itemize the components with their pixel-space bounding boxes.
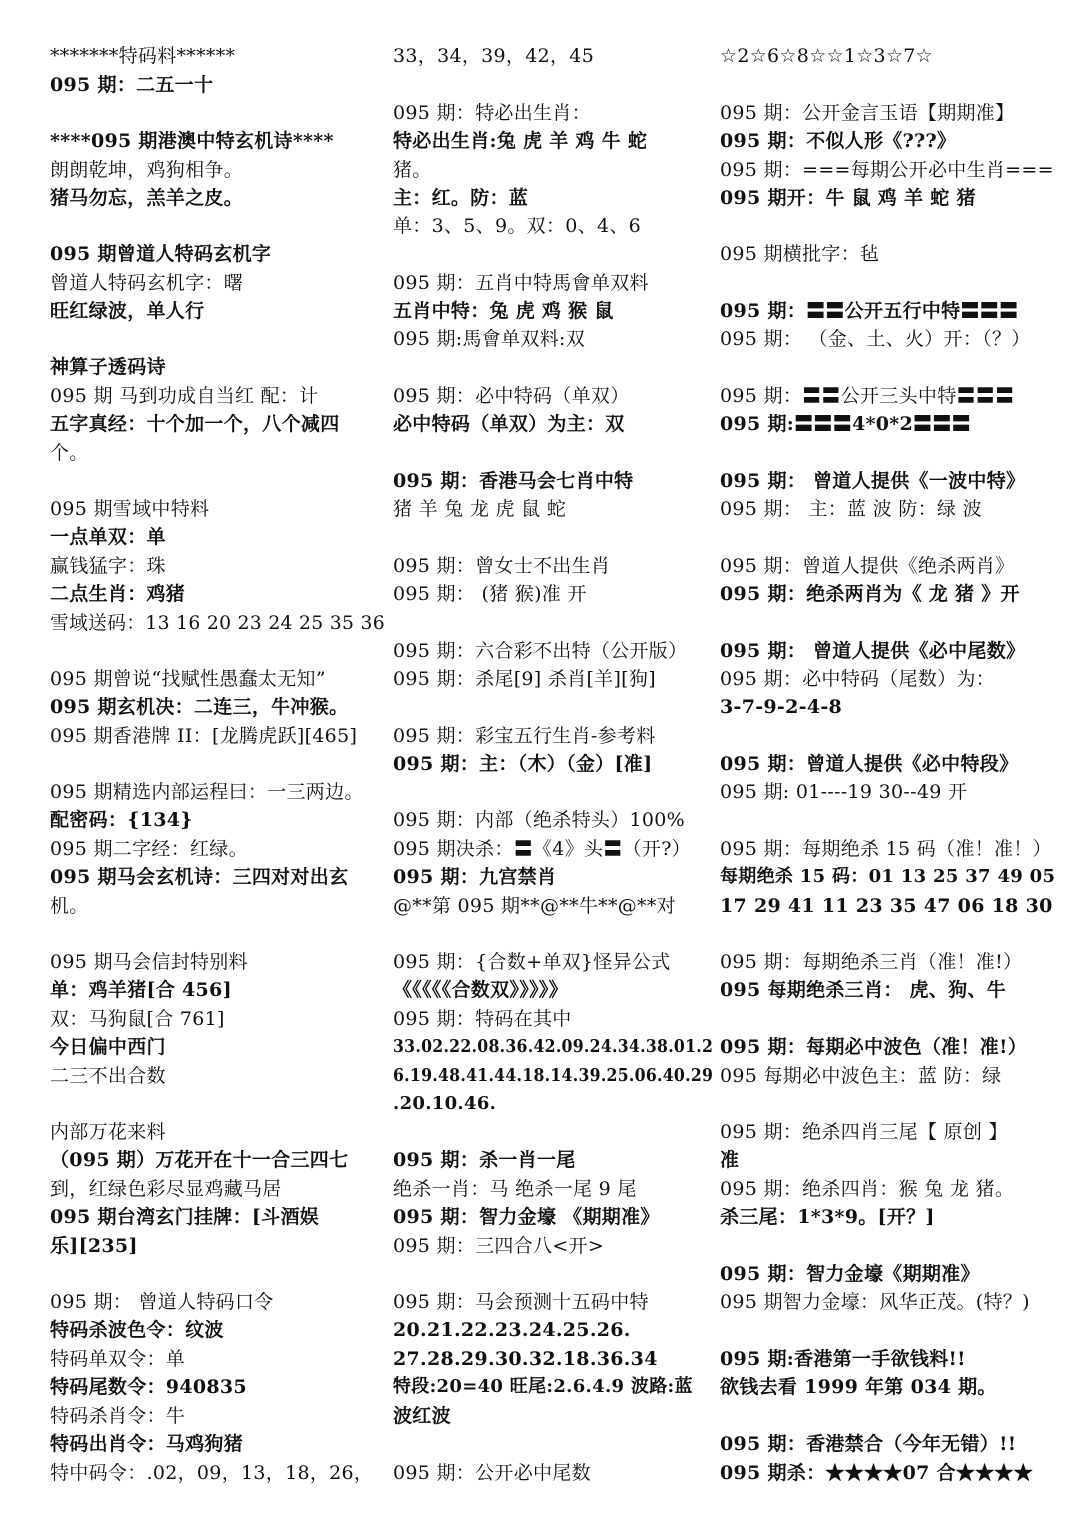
text-line: 二点生肖：鸡猪: [50, 583, 186, 605]
text-line: 095 期：曾道人提供《必中特段》: [720, 753, 1019, 775]
text-line: 二三不出合数: [50, 1065, 166, 1087]
text-line: 095 期：智力金壕《期期准》: [720, 1263, 980, 1285]
text-line: 095 期马会玄机诗：三四对对出玄: [50, 866, 349, 888]
text-line: ****095 期港澳中特玄机诗****: [50, 130, 334, 152]
text-line: 一点单双：单: [50, 526, 166, 548]
text-line: 095 期:馬會单双料:双: [393, 328, 586, 350]
text-line: 095 期:香港第一手欲钱料!!: [720, 1348, 966, 1370]
text-line: 五字真经：十个加一个，八个减四: [50, 413, 340, 435]
text-line: 内部万花来料: [50, 1121, 166, 1143]
text-line: @**第 095 期**@**牛**@**对: [393, 895, 676, 917]
text-line: 095 期台湾玄门挂牌：[斗酒娱: [50, 1206, 320, 1228]
text-line: 095 期：主：（木）（金）[准]: [393, 753, 653, 775]
text-line: 神算子透码诗: [50, 356, 166, 378]
text-line: 095 期：特必出生肖：: [393, 102, 591, 124]
text-line: 双：马狗鼠[合 761]: [50, 1008, 225, 1030]
text-line: 095 期： 主：蓝 波 防：绿 波: [720, 498, 982, 520]
text-line: 波红波: [393, 1405, 451, 1427]
text-line: 6.19.48.41.44.18.14.39.25.06.40.29: [393, 1065, 714, 1086]
text-line: 095 期：每期必中波色（准！准!）: [720, 1036, 1028, 1058]
text-line: 095 期玄机决：二连三，牛冲猴。: [50, 696, 349, 718]
text-line: 095 期：智力金壕 《期期准》: [393, 1206, 660, 1228]
text-line: 095 每期必中波色主：蓝 防：绿: [720, 1065, 1002, 1087]
text-line: 095 期：每期绝杀 15 码（准！准！）: [720, 838, 1052, 860]
text-line: 095 每期绝杀三肖： 虎、狗、牛: [720, 979, 1006, 1001]
text-line: 今日偏中西门: [50, 1036, 166, 1058]
text-line: 095 期香港牌 II：[龙腾虎跃][465]: [50, 725, 358, 747]
text-line: 猪马勿忘，羔羊之皮。: [50, 187, 244, 209]
text-line: 27.28.29.30.32.18.36.34: [393, 1348, 658, 1370]
text-line: 095 期：香港禁合（今年无错）!!: [720, 1433, 1017, 1455]
text-line: 17 29 41 11 23 35 47 06 18 30: [720, 895, 1053, 917]
text-line: 095 期：公开必中尾数: [393, 1462, 591, 1484]
text-line: 准: [720, 1149, 740, 1171]
text-line: 095 期开：牛 鼠 鸡 羊 蛇 猪: [720, 187, 976, 209]
text-line: 095 期：绝杀四肖：猴 兔 龙 猪。: [720, 1178, 1015, 1200]
text-line: 旺红绿波，单人行: [50, 300, 205, 322]
text-line: 095 期：曾女士不出生肖: [393, 555, 611, 577]
text-line: 095 期： （金、土、火）开：（？）: [720, 328, 1031, 350]
text-line: 095 期：必中特码（单双）: [393, 385, 630, 407]
text-line: 095 期：六合彩不出特（公开版）: [393, 640, 688, 662]
text-line: 095 期：杀尾[9] 杀肖[羊][狗]: [393, 668, 656, 690]
text-line: 095 期决杀：〓《4》头〓（开?）: [393, 838, 691, 860]
text-line: 095 期马会信封特别料: [50, 951, 248, 973]
text-line: 095 期： 曾道人特码口令: [50, 1291, 274, 1313]
text-line: 特段:20=40 旺尾:2.6.4.9 波路:蓝: [393, 1376, 693, 1397]
text-line: 095 期：九宫禁肖: [393, 866, 557, 888]
text-line: 095 期：香港马会七肖中特: [393, 470, 634, 492]
text-line: 095 期： 曾道人提供《一波中特》: [720, 470, 1026, 492]
text-line: 095 期： (猪 猴)准 开: [393, 583, 587, 605]
text-line: 特码杀肖令：牛: [50, 1405, 186, 1427]
text-line: 095 期：特码在其中: [393, 1008, 572, 1030]
text-line: 3-7-9-2-4-8: [720, 696, 843, 718]
text-line: 20.21.22.23.24.25.26.: [393, 1319, 631, 1341]
text-line: 特码单双令：单: [50, 1348, 186, 1370]
text-line: 每期绝杀 15 码：01 13 25 37 49 05: [720, 866, 1056, 887]
text-line: 单：鸡羊猪[合 456]: [50, 979, 232, 1001]
text-line: （095 期）万花开在十一合三四七: [50, 1149, 349, 1171]
text-line: 绝杀一肖：马 绝杀一尾 9 尾: [393, 1178, 637, 1200]
text-line: *******特码料******: [50, 45, 236, 67]
text-line: 095 期：绝杀两肖为《 龙 猪 》开: [720, 583, 1020, 605]
text-line: 095 期曾说“找赋性愚蠢太无知”: [50, 668, 326, 690]
text-line: 到，红绿色彩尽显鸡藏马居: [50, 1178, 282, 1200]
text-line: 095 期：曾道人提供《绝杀两肖》: [720, 555, 1015, 577]
text-line: 配密码：{134}: [50, 809, 193, 831]
text-line: 朗朗乾坤，鸡狗相争。: [50, 159, 244, 181]
text-line: 095 期：杀一肖一尾: [393, 1149, 576, 1171]
text-line: 095 期智力金壕：风华正茂。(特？): [720, 1291, 1030, 1313]
text-line: 五肖中特：兔 虎 鸡 猴 鼠: [393, 300, 614, 322]
text-line: 猪。: [393, 159, 432, 181]
text-line: 机。: [50, 895, 89, 917]
text-line: 猪 羊 兔 龙 虎 鼠 蛇: [393, 498, 567, 520]
text-line: 主：红。防：蓝: [393, 187, 529, 209]
text-line: 095 期横批字：毡: [720, 243, 880, 265]
text-line: 095 期精选内部运程曰：一三两边。: [50, 781, 364, 803]
text-line: 095 期 马到功成自当红 配：计: [50, 385, 319, 407]
text-line: 095 期曾道人特码玄机字: [50, 243, 272, 265]
text-line: 095 期雪域中特料: [50, 498, 210, 520]
text-line: .20.10.46.: [393, 1093, 497, 1114]
text-line: 095 期：彩宝五行生肖-参考料: [393, 725, 656, 747]
text-line: 095 期杀：★★★★07 合★★★★: [720, 1462, 1034, 1484]
text-line: 095 期：不似人形《???》: [720, 130, 957, 152]
text-line: 乐][235]: [50, 1235, 138, 1257]
text-line: 095 期：〓〓公开三头中特〓〓〓: [720, 385, 1015, 407]
text-line: 特码尾数令：940835: [50, 1376, 247, 1398]
text-line: 特中码令：.02，09，13，18，26，: [50, 1462, 374, 1484]
text-line: 095 期二字经：红绿。: [50, 838, 248, 860]
text-line: 雪域送码：13 16 20 23 24 25 35 36: [50, 612, 386, 634]
text-line: 个。: [50, 442, 89, 464]
text-line: 欲钱去看 1999 年第 034 期。: [720, 1376, 997, 1398]
text-line: 095 期：二五一十: [50, 74, 214, 96]
text-line: 095 期:〓〓〓4*0*2〓〓〓: [720, 413, 971, 435]
text-line: 095 期：公开金言玉语【期期准】: [720, 102, 1015, 124]
text-line: 必中特码（单双）为主：双: [393, 413, 625, 435]
text-line: 095 期：三四合八<开>: [393, 1235, 605, 1257]
text-line: 曾道人特码玄机字：曙: [50, 272, 244, 294]
text-line: 095 期：绝杀四肖三尾【 原创 】: [720, 1121, 1008, 1143]
text-line: 单：3、5、9。双：0、4、6: [393, 215, 642, 237]
text-line: 095 期：===每期公开必中生肖===: [720, 159, 1054, 181]
text-line: 33，34，39，42，45: [393, 45, 595, 67]
text-line: 33.02.22.08.36.42.09.24.34.38.01.2: [393, 1036, 714, 1057]
text-line: 095 期：五肖中特馬會单双料: [393, 272, 649, 294]
text-line: 095 期： 曾道人提供《必中尾数》: [720, 640, 1026, 662]
text-line: 095 期：马会预测十五码中特: [393, 1291, 649, 1313]
text-line: 特码杀波色令：纹波: [50, 1319, 224, 1341]
text-line: 杀三尾：1*3*9。[开？]: [720, 1206, 935, 1228]
text-line: 特必出生肖:兔 虎 羊 鸡 牛 蛇: [393, 130, 648, 152]
text-line: 095 期: 01----19 30--49 开: [720, 781, 968, 803]
text-line: 095 期：{合数+单双}怪异公式: [393, 951, 671, 973]
text-line: 《《《《《合数双》》》》》: [393, 979, 568, 1001]
text-line: 095 期：每期绝杀三肖（准！准!）: [720, 951, 1023, 973]
text-line: 095 期：〓〓公开五行中特〓〓〓: [720, 300, 1019, 322]
text-line: 特码出肖令：马鸡狗猪: [50, 1433, 244, 1455]
text-line: 赢钱猛字：珠: [50, 555, 166, 577]
text-line: 095 期：内部（绝杀特头）100%: [393, 809, 686, 831]
text-line: ☆2☆6☆8☆☆1☆3☆7☆: [720, 45, 933, 67]
text-line: 095 期：必中特码（尾数）为：: [720, 668, 996, 690]
